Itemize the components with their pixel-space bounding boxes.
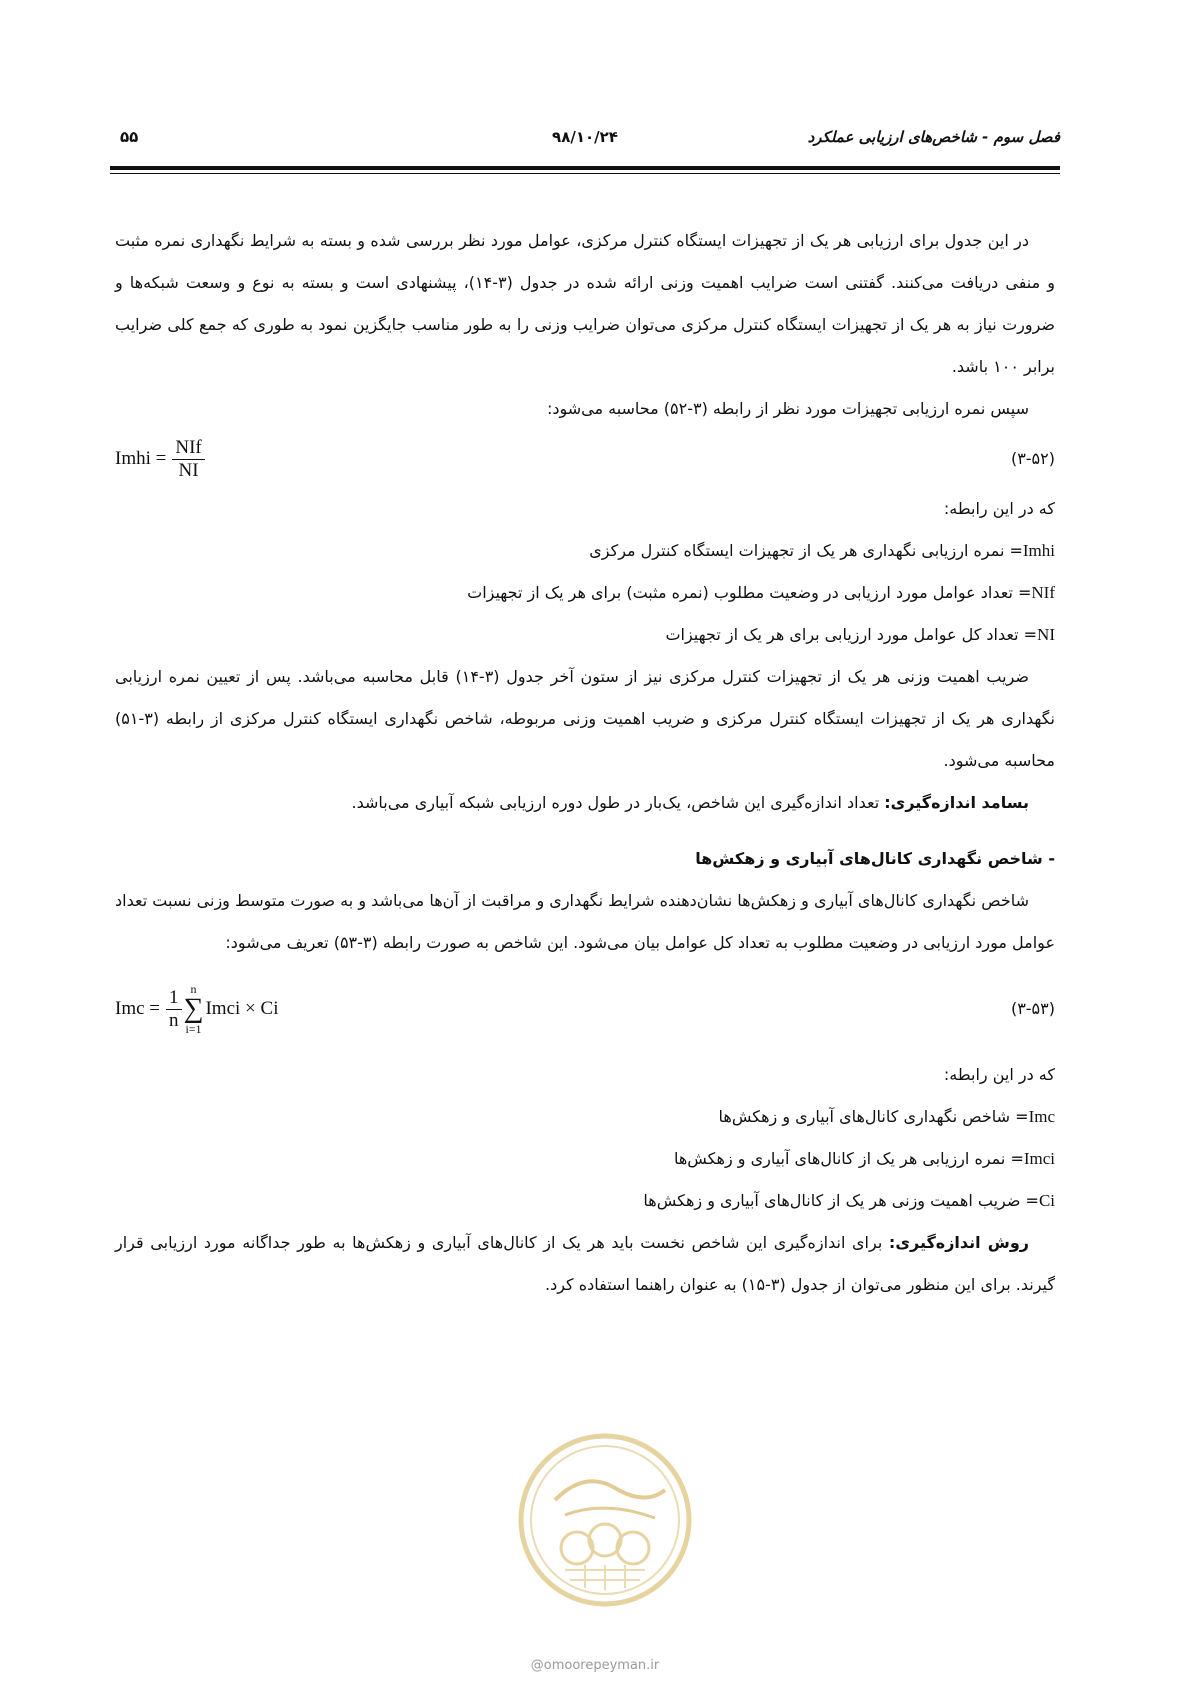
header-rule-thick [110, 166, 1060, 170]
freq-label: بسامد اندازه‌گیری: [884, 793, 1029, 812]
section-title: - شاخص نگهداری کانال‌های آبیاری و زهکش‌ها [695, 849, 1055, 868]
paragraph: که در این رابطه: [943, 499, 1055, 518]
equation-number: (۳-۵۳) [1010, 999, 1055, 1018]
definition-symbol: NI [1037, 625, 1055, 644]
definition-symbol: Ci [1038, 1191, 1055, 1210]
definition-item [115, 614, 1055, 656]
equation-52 [115, 430, 1055, 488]
denominator: NI [178, 459, 199, 481]
definition-item [115, 1096, 1055, 1138]
equation-formula [115, 964, 278, 1054]
summation [184, 983, 204, 1035]
watermark: @omoorepeyman.ir [530, 1658, 660, 1673]
definition-symbol: Imci [1023, 1149, 1055, 1168]
header-date: ۹۸/۱۰/۲۴ [552, 128, 618, 146]
chapter-title: فصل سوم - شاخص‌های ارزیابی عملکرد [807, 128, 1060, 146]
sigma-symbol: ∑ [183, 993, 204, 1024]
sum-upper: n [190, 982, 197, 996]
page-content [115, 220, 1055, 1306]
definition-text: = شاخص نگهداری کانال‌های آبیاری و زهکش‌ها [718, 1107, 1029, 1126]
numerator: NIf [172, 437, 204, 460]
equation-53 [115, 964, 1055, 1054]
paragraph [115, 782, 1055, 824]
freq-text: تعداد اندازه‌گیری این شاخص، یک‌بار در طول دوره ارزیابی شبکه آبیاری می‌باشد. [351, 793, 885, 812]
fraction [166, 987, 182, 1032]
sum-lower: i=1 [185, 1022, 202, 1036]
paragraph: در این جدول برای ارزیابی هر یک از تجهیزات ایستگاه کنترل مرکزی، عوامل مورد نظر بررسی شده و بسته به شرایط نگهداری نمره مثبت و منفی دریافت می‌کنند. گفتنی است ضرایب اهمیت وزنی ارائه شده در جدول (۳-۱۴)، پیشنهادی است و بسته به نوع و وسعت شبکه‌ها و ضرورت نیاز به هر یک از تجهیزات ایستگاه کنترل مرکزی می‌توان ضرایب وزنی را به طور مناسب جایگزین نمود به طوری که جمع کلی ضرایب برابر ۱۰۰ باشد. [115, 231, 1055, 376]
paragraph: شاخص نگهداری کانال‌های آبیاری و زهکش‌ها نشان‌دهنده شرایط نگهداری و مراقبت از آن‌ها می‌باشد و به صورت متوسط وزنی نسبت تعداد عوامل مورد ارزیابی در وضعیت مطلوب به تعداد کل عوامل بیان می‌شود. این شاخص به صورت رابطه (۳-۵۳) تعریف می‌شود: [115, 891, 1055, 952]
definition-item [115, 1138, 1055, 1180]
definition-text: = نمره ارزیابی هر یک از کانال‌های آبیاری و زهکش‌ها [673, 1149, 1024, 1168]
header-rule-thin [110, 173, 1060, 174]
paragraph: سپس نمره ارزیابی تجهیزات مورد نظر از رابطه (۳-۵۲) محاسبه می‌شود: [546, 399, 1029, 418]
method-text: برای اندازه‌گیری این شاخص نخست باید هر یک از کانال‌های آبیاری و زهکش‌ها به طور جداگانه مورد ارزیابی قرار گیرند. برای این منظور می‌توان از جدول (۳-۱۵) به عنوان راهنما استفاده کرد. [115, 1233, 1055, 1294]
definition-item [115, 530, 1055, 572]
equation-formula [115, 430, 205, 488]
definition-item [115, 1180, 1055, 1222]
paragraph [115, 1222, 1055, 1306]
sum-term: Imci × Ci [205, 998, 279, 1019]
equation-lhs: Imhi = [115, 448, 167, 469]
seal-logo-icon [515, 1430, 695, 1610]
paragraph: که در این رابطه: [943, 1065, 1055, 1084]
fraction [172, 437, 204, 482]
definition-text: = تعداد کل عوامل مورد ارزیابی برای هر یک از تجهیزات [665, 625, 1038, 644]
equation-number: (۳-۵۲) [1010, 449, 1055, 468]
definition-text: = تعداد عوامل مورد ارزیابی در وضعیت مطلوب (نمره مثبت) برای هر یک از تجهیزات [467, 583, 1032, 602]
method-label: روش اندازه‌گیری: [888, 1233, 1030, 1252]
definition-symbol: Imhi [1022, 541, 1055, 560]
definition-text: = ضریب اهمیت وزنی هر یک از کانال‌های آبیاری و زهکش‌ها [643, 1191, 1039, 1210]
denominator: n [169, 1009, 179, 1031]
definition-symbol: NIf [1031, 583, 1055, 602]
paragraph: ضریب اهمیت وزنی هر یک از تجهیزات کنترل مرکزی نیز از ستون آخر جدول (۳-۱۴) قابل محاسبه می‌باشد. پس از تعیین نمره ارزیابی نگهداری هر یک از تجهیزات ایستگاه کنترل مرکزی و ضریب اهمیت وزنی مربوطه، شاخص نگهداری ایستگاه کنترل مرکزی از رابطه (۳-۵۱) محاسبه می‌شود. [115, 667, 1055, 770]
definition-text: = نمره ارزیابی نگهداری هر یک از تجهیزات ایستگاه کنترل مرکزی [589, 541, 1023, 560]
definition-item [115, 572, 1055, 614]
page-number: ۵۵ [120, 128, 139, 146]
equation-lhs: Imc = [115, 998, 161, 1019]
page-header [110, 128, 1060, 154]
numerator: 1 [166, 987, 182, 1010]
definition-symbol: Imc [1028, 1107, 1055, 1126]
